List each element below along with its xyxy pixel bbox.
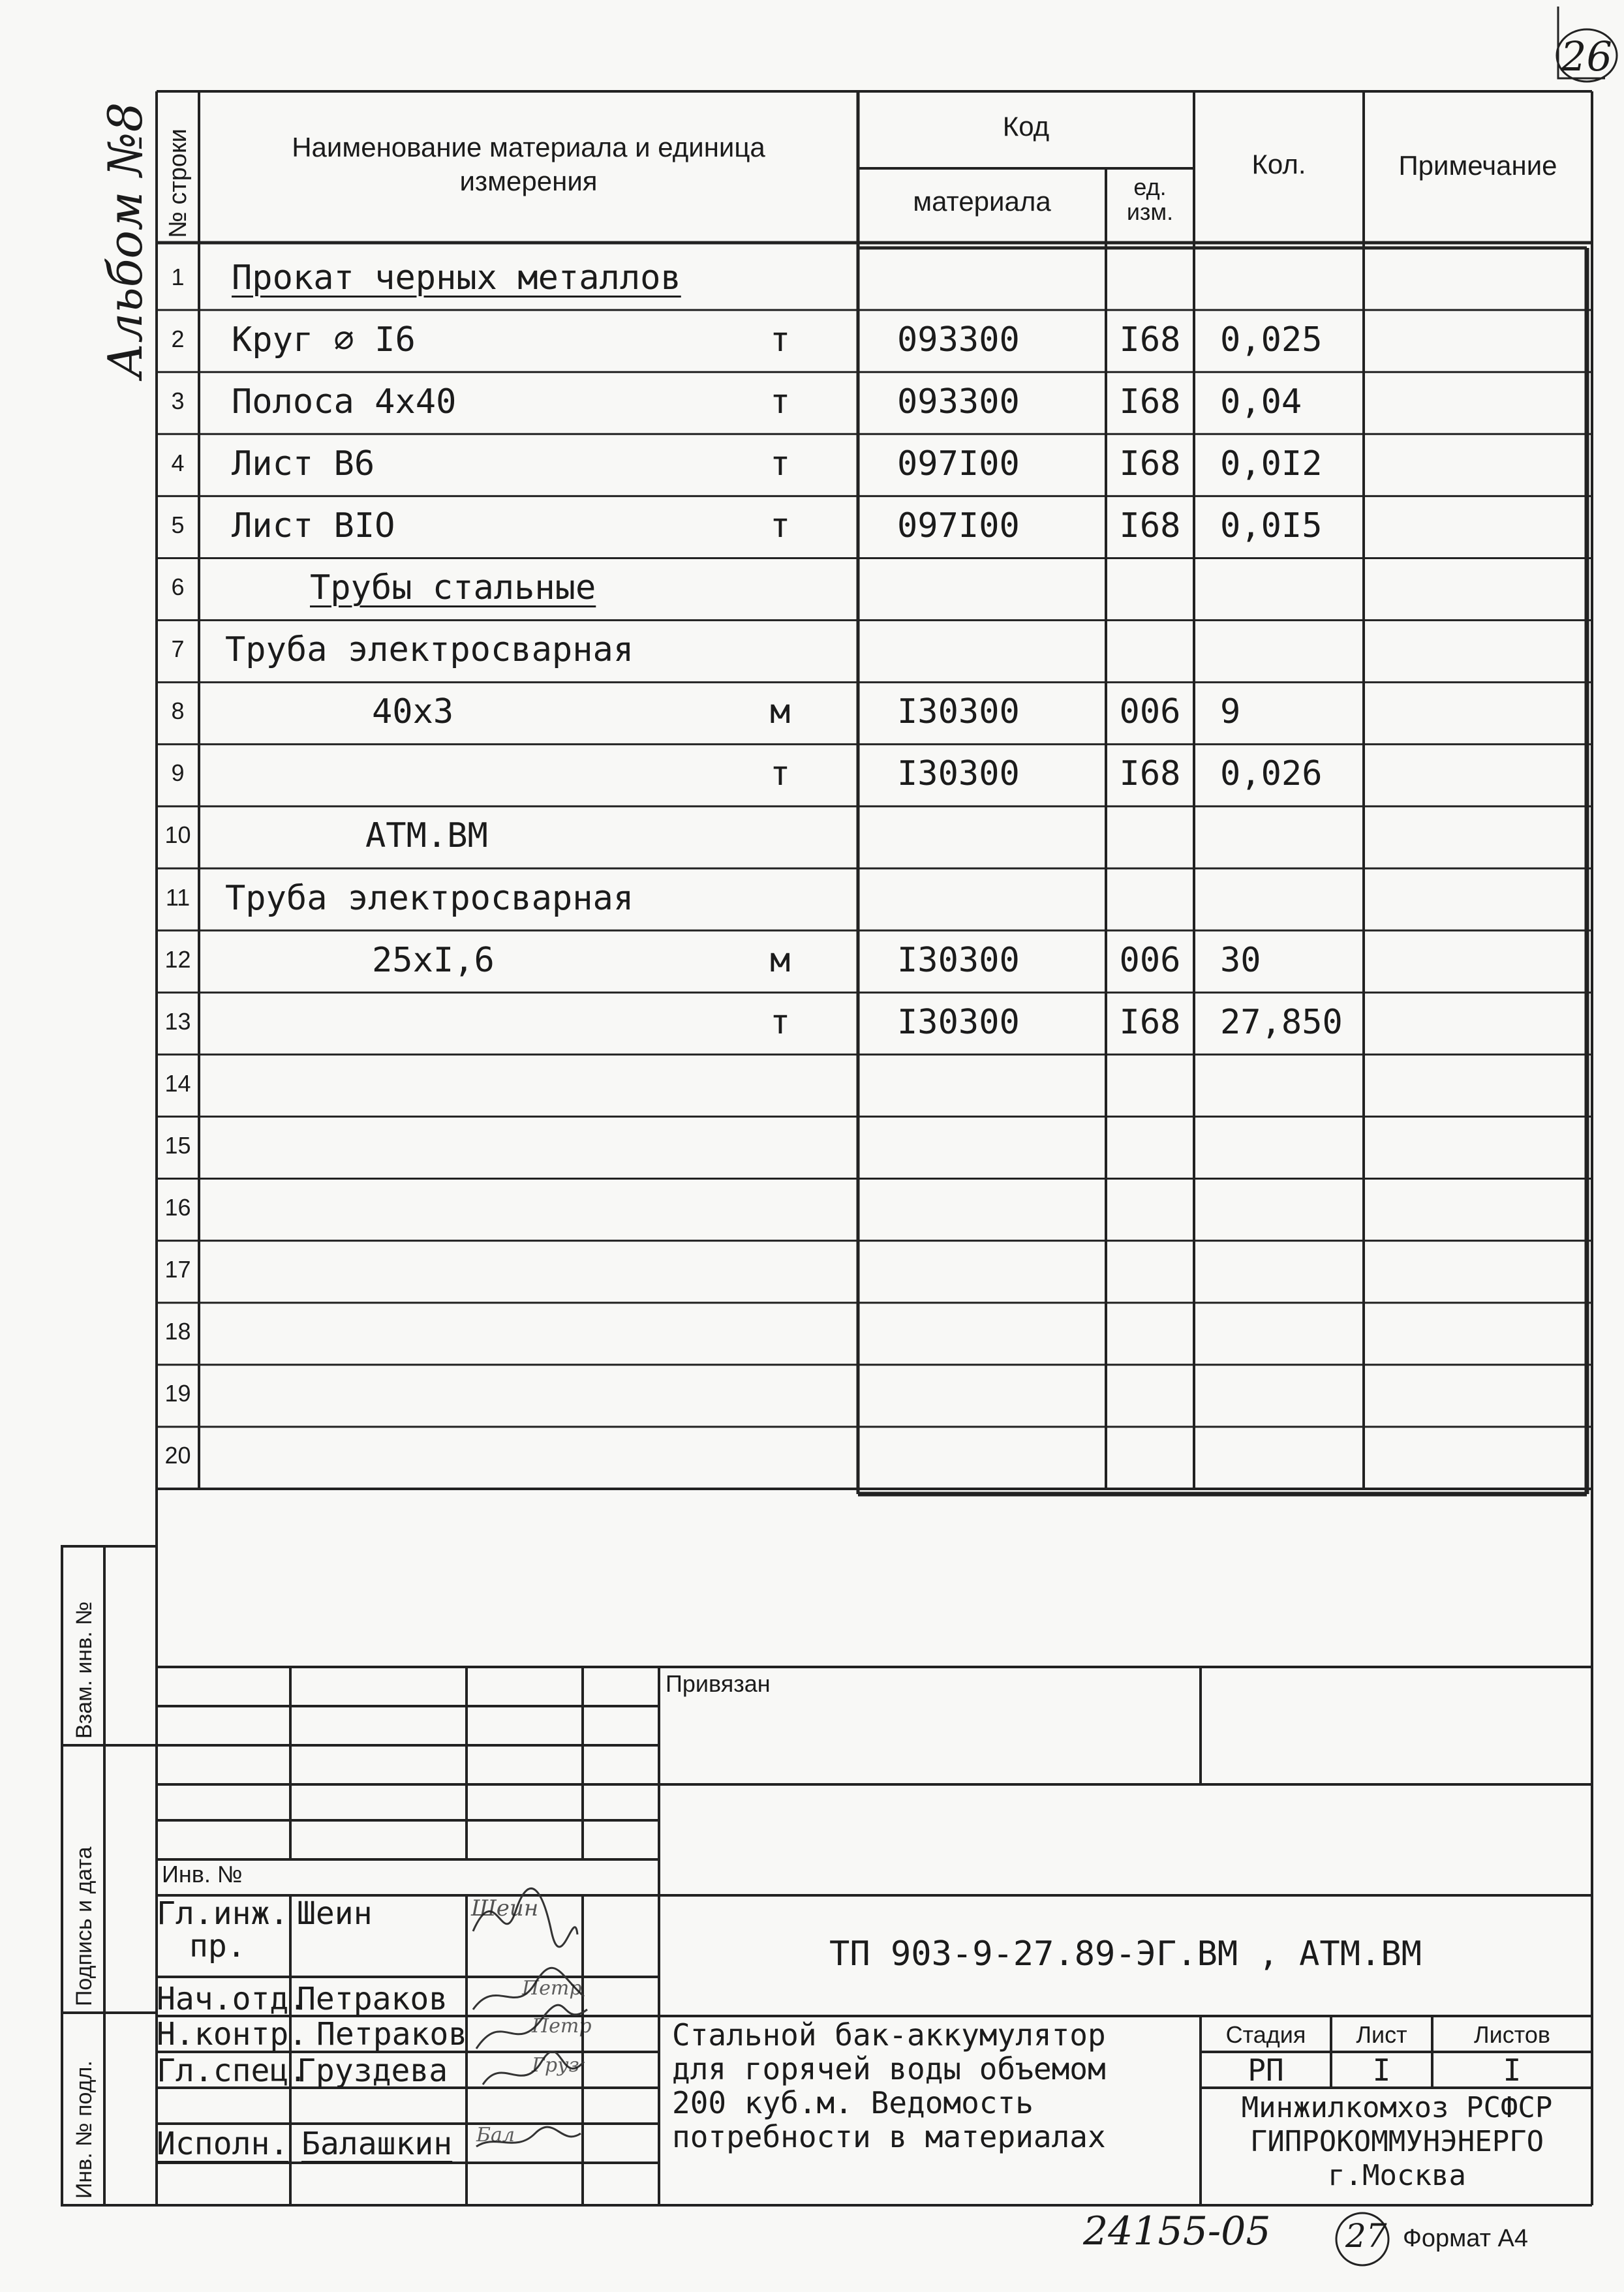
material-code: I30300: [897, 754, 1020, 794]
sheet-value: I: [1372, 2053, 1391, 2088]
row-number: 15: [164, 1131, 191, 1159]
org-line-2: ГИПРОКОММУНЭНЕРГО: [1249, 2125, 1544, 2158]
stage-label: Стадия: [1225, 2021, 1306, 2048]
name-executor: Балашкин: [301, 2126, 453, 2162]
material-unit: т: [770, 320, 791, 359]
stamp-replaced-inv: Взам. инв. №: [72, 1601, 97, 1739]
sheet-label: Лист: [1356, 2021, 1407, 2048]
unit-code: I68: [1119, 754, 1181, 794]
album-label: Альбом №8: [98, 102, 153, 378]
footer-inv-number: 24155-05: [1083, 2208, 1271, 2254]
unit-code: I68: [1119, 444, 1181, 483]
row-number: 10: [164, 821, 191, 849]
name-norm-control: Петраков: [316, 2016, 468, 2053]
sig-text-petrakov-1: Петр: [522, 1977, 582, 2000]
material-code: 097I00: [897, 444, 1020, 483]
attached-label: Привязан: [666, 1670, 771, 1697]
unit-code: I68: [1119, 382, 1181, 421]
material-name: Прокат черных металлов: [232, 258, 681, 298]
org-line-3: г.Москва: [1328, 2159, 1466, 2192]
title-line-3: 200 куб.м. Ведомость: [672, 2085, 1034, 2120]
row-number: 3: [171, 387, 185, 414]
role-chief-engineer-2: пр.: [189, 1928, 246, 1964]
row-number: 9: [171, 759, 185, 787]
header-note: Примечание: [1398, 150, 1557, 181]
row-number: 14: [164, 1069, 191, 1097]
material-code: 097I00: [897, 506, 1020, 545]
title-line-4: потребности в материалах: [672, 2119, 1106, 2154]
quantity: 27,850: [1220, 1002, 1343, 1042]
inv-no-label: Инв. №: [162, 1861, 243, 1887]
row-number: 20: [164, 1442, 191, 1469]
title-line-2: для горячей воды объемом: [672, 2051, 1106, 2086]
corner-sheet-number: 26: [1561, 33, 1612, 80]
unit-code: I68: [1119, 320, 1181, 359]
row-number: 17: [164, 1256, 191, 1283]
quantity: 30: [1220, 940, 1261, 980]
material-unit: т: [770, 754, 791, 794]
material-unit: м: [770, 692, 791, 732]
row-number: 18: [164, 1318, 191, 1345]
footer-page-circled: 27: [1345, 2217, 1387, 2255]
role-chief-engineer: Гл.инж.: [157, 1895, 289, 1932]
header-unit-code: ед. изм.: [1126, 174, 1174, 225]
material-name: Лист В6: [232, 444, 375, 483]
row-number: 2: [171, 325, 185, 352]
document-code: ТП 903-9-27.89-ЭГ.ВМ , АТМ.ВМ: [829, 1934, 1422, 1974]
unit-code: 006: [1119, 940, 1181, 980]
material-code: I30300: [897, 1002, 1020, 1042]
quantity: 0,04: [1220, 382, 1302, 421]
sig-text-gruzdeva: Груз: [532, 2054, 579, 2077]
material-code: 093300: [897, 382, 1020, 421]
unit-code: I68: [1119, 506, 1181, 545]
material-unit: т: [770, 506, 791, 545]
stamp-sign-date: Подпись и дата: [72, 1846, 97, 2006]
quantity: 0,0I5: [1220, 506, 1323, 545]
material-name: АТМ.ВМ: [365, 816, 488, 856]
role-executor: Исполн.: [157, 2126, 289, 2162]
quantity: 0,0I2: [1220, 444, 1323, 483]
header-material-code: материала: [913, 186, 1051, 217]
row-number: 12: [164, 945, 191, 973]
header-name: Наименование материала и единица измерения: [292, 132, 765, 196]
name-chief-engineer: Шеин: [297, 1895, 373, 1932]
material-name: Лист ВIО: [232, 506, 395, 545]
row-number: 13: [164, 1007, 191, 1035]
material-unit: т: [770, 1002, 791, 1042]
role-chief-specialist: Гл.спец.: [157, 2053, 308, 2089]
row-number: 16: [164, 1194, 191, 1221]
header-row-no: № строки: [164, 129, 192, 238]
name-dept-head: Петраков: [297, 1981, 448, 2017]
quantity: 9: [1220, 692, 1241, 732]
sheets-value: I: [1503, 2053, 1522, 2088]
material-code: I30300: [897, 692, 1020, 732]
role-norm-control: Н.контр.: [157, 2016, 308, 2053]
unit-code: I68: [1119, 1002, 1181, 1042]
material-name: Труба электросварная: [225, 630, 634, 670]
material-name: Трубы стальные: [310, 568, 596, 608]
document-title: [672, 2018, 1106, 2154]
material-unit: м: [770, 940, 791, 980]
sheets-label: Листов: [1474, 2021, 1550, 2048]
organization: [1202, 2091, 1592, 2193]
sig-text-petrakov-2: Петр: [532, 2015, 592, 2038]
row-number: 11: [165, 883, 191, 911]
unit-code: 006: [1119, 692, 1181, 732]
material-unit: т: [770, 444, 791, 483]
row-number: 19: [164, 1380, 191, 1407]
material-code: I30300: [897, 940, 1020, 980]
quantity: 0,025: [1220, 320, 1323, 359]
row-number: 8: [171, 697, 185, 725]
row-number: 5: [171, 511, 185, 538]
row-number: 1: [171, 263, 185, 290]
material-name: Труба электросварная: [225, 878, 634, 918]
row-number: 7: [171, 635, 185, 663]
quantity: 0,026: [1220, 754, 1323, 794]
name-chief-specialist: Груздева: [297, 2053, 448, 2089]
role-dept-head: Нач.отд.: [157, 1981, 308, 2017]
row-number: 4: [171, 449, 185, 476]
material-name: Круг ∅ I6: [232, 320, 416, 359]
sig-text-balashkin: Бал: [476, 2124, 515, 2147]
stamp-orig-inv: Инв. № подл.: [72, 2060, 97, 2199]
header-code: Код: [1002, 111, 1050, 142]
material-code: 093300: [897, 320, 1020, 359]
header-qty: Кол.: [1251, 149, 1306, 179]
material-name: 25хI,6: [372, 940, 495, 980]
material-unit: т: [770, 382, 791, 421]
footer-format: Формат А4: [1403, 2225, 1529, 2252]
material-name: Полоса 4х40: [232, 382, 457, 421]
row-number: 6: [171, 573, 185, 601]
title-line-1: Стальной бак-аккумулятор: [672, 2017, 1106, 2053]
stage-value: РП: [1248, 2053, 1284, 2088]
sig-text-shein: Шеин: [471, 1895, 539, 1921]
org-line-1: Минжилкомхоз РСФСР: [1241, 2091, 1553, 2124]
material-name: 40х3: [372, 692, 454, 732]
